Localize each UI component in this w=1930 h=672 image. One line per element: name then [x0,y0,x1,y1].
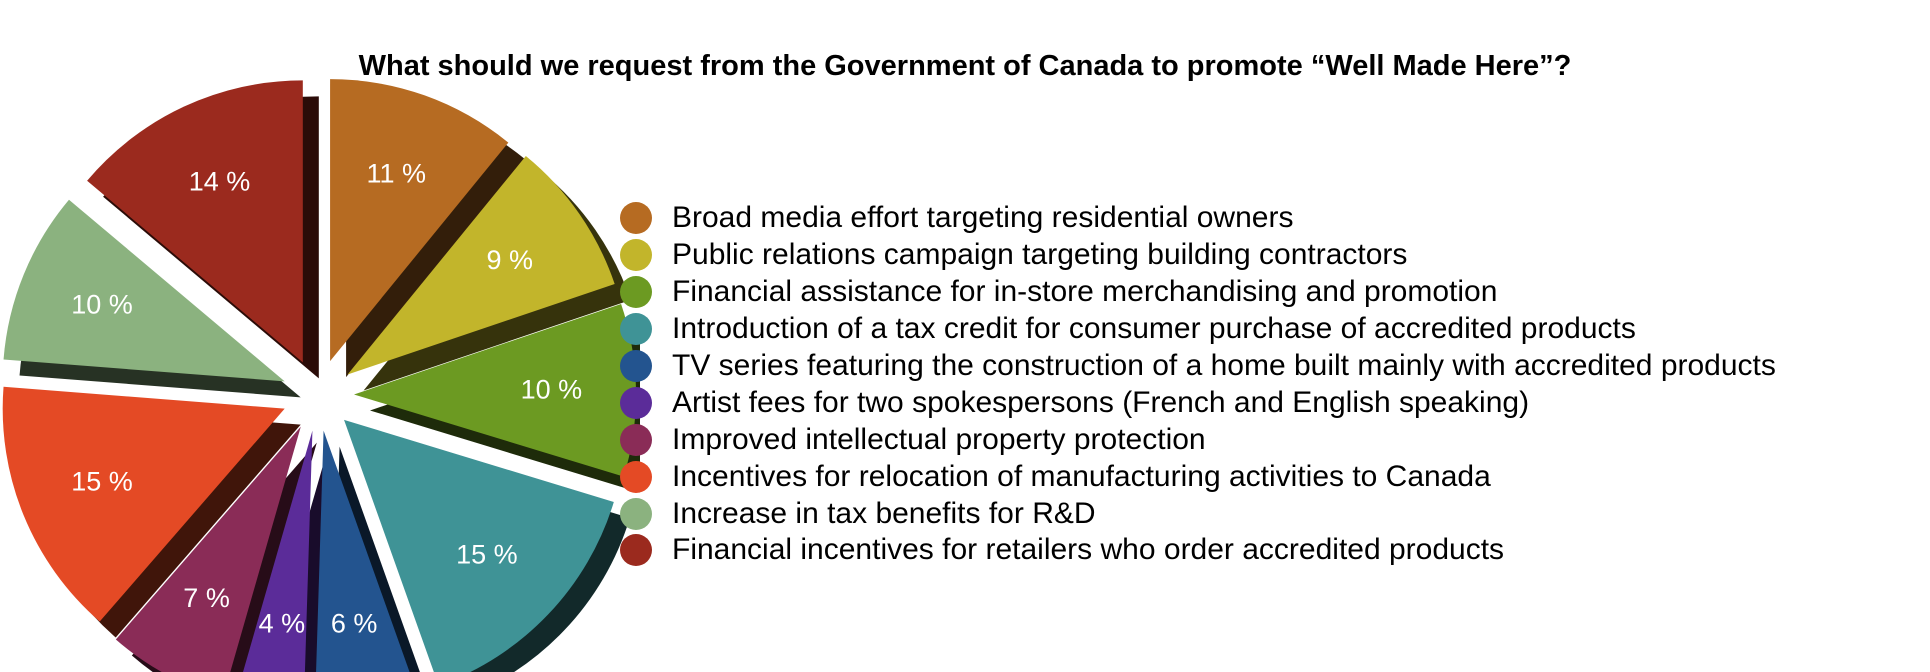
pie-slice-label: 4 % [258,608,306,639]
pie-slice-label: 15 % [456,539,518,570]
pie-slice-label: 7 % [183,583,230,614]
chart-legend [620,200,1776,569]
pie-slice-label: 14 % [188,166,251,197]
legend-label: Artist fees for two spokespersons (French and English speaking) [672,385,1530,419]
pie-slice-label: 11 % [366,158,427,189]
legend-label: Introduction of a tax credit for consumer purchase of accredited products [672,312,1636,346]
legend-item [620,200,1776,237]
legend-item [620,237,1776,274]
legend-swatch [620,498,652,530]
chart-title: What should we request from the Government of Canada to promote “Well Made Here”? [358,50,1572,82]
legend-swatch [620,202,652,234]
pie-slice-label: 6 % [330,608,378,639]
pie-chart [0,0,640,672]
legend-swatch [620,424,652,456]
legend-label: Financial incentives for retailers who order accredited products [672,533,1505,567]
legend-label: Broad media effort targeting residential owners [672,201,1294,235]
legend-label: Incentives for relocation of manufacturing activities to Canada [672,459,1491,493]
legend-item [620,421,1776,458]
pie-slice-label: 15 % [71,466,133,497]
legend-swatch [620,350,652,382]
legend-item [620,311,1776,348]
pie-slice-label: 10 % [520,374,583,405]
legend-swatch [620,276,652,308]
legend-label: TV series featuring the construction of a home built mainly with accredited products [672,349,1776,382]
legend-swatch [620,239,652,271]
legend-item [620,384,1776,421]
legend-swatch [620,461,652,493]
pie-slice-label: 10 % [71,289,133,320]
legend-item [620,532,1776,569]
legend-item [620,495,1776,532]
legend-label: Increase in tax benefits for R&D [672,496,1096,530]
legend-label: Improved intellectual property protection [672,422,1206,456]
legend-item [620,458,1776,495]
legend-item [620,348,1776,385]
legend-swatch [620,313,652,345]
legend-item [620,274,1776,311]
legend-swatch [620,534,652,566]
legend-label: Financial assistance for in-store merchandising and promotion [672,275,1498,309]
legend-label: Public relations campaign targeting building contractors [672,238,1408,272]
legend-swatch [620,387,652,419]
pie-slice-label: 9 % [486,245,534,276]
